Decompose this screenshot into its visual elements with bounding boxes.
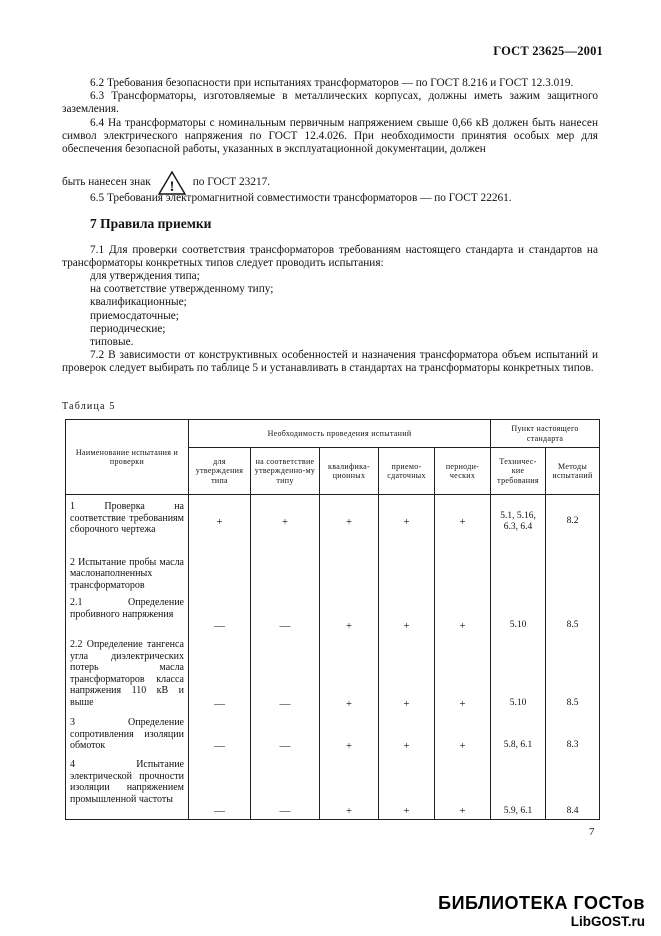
sign-text-before: быть нанесен знак bbox=[62, 176, 151, 189]
header-test-name: Наименование испытания и проверки bbox=[66, 420, 189, 495]
test-types-list bbox=[90, 270, 273, 349]
header-requirements: Техничес-кие требования bbox=[491, 448, 546, 495]
cell-qualification: + bbox=[320, 591, 379, 633]
cell-type-approval: — bbox=[189, 711, 251, 753]
table-row bbox=[66, 633, 600, 711]
cell-periodic: + bbox=[435, 711, 491, 753]
table-row bbox=[66, 753, 600, 819]
cell-methods: 8.2 bbox=[546, 495, 600, 551]
table-caption: Таблица 5 bbox=[62, 401, 116, 412]
header-type-approval: для утверждения типа bbox=[189, 448, 251, 495]
cell-methods: 8.5 bbox=[546, 591, 600, 633]
table-row bbox=[66, 551, 600, 592]
cell-methods bbox=[546, 551, 600, 592]
list-item: на соответствие утвержденному типу; bbox=[90, 283, 274, 296]
row-name: 3 Определение сопротивления изоляции обмоток bbox=[66, 711, 189, 753]
cell-periodic: + bbox=[435, 753, 491, 819]
cell-qualification: + bbox=[320, 753, 379, 819]
list-item: для утверждения типа; bbox=[90, 270, 200, 282]
cell-conformity: — bbox=[251, 633, 320, 711]
cell-requirements: 5.8, 6.1 bbox=[491, 711, 546, 753]
table-row bbox=[66, 711, 600, 753]
cell-conformity: — bbox=[251, 753, 320, 819]
row-name: 4 Испытание электрической прочности изоляции напряжением промышленной частоты bbox=[66, 753, 189, 819]
logo-title: БИБЛИОТЕКА ГОСТов bbox=[438, 893, 645, 913]
logo-url: LibGOST.ru bbox=[570, 914, 645, 929]
cell-methods: 8.4 bbox=[546, 753, 600, 819]
row-name: 2.2 Определение тангенса угла диэлектрических потерь масла трансформаторов класса напряжения 110 кВ и выше bbox=[66, 633, 189, 711]
cell-acceptance bbox=[379, 551, 435, 592]
cell-requirements: 5.9, 6.1 bbox=[491, 753, 546, 819]
cell-type-approval: — bbox=[189, 633, 251, 711]
table-row bbox=[66, 495, 600, 551]
cell-requirements: 5.10 bbox=[491, 633, 546, 711]
sign-text-after: по ГОСТ 23217. bbox=[192, 176, 271, 189]
cell-qualification: + bbox=[320, 633, 379, 711]
paragraph-6-4: 6.4 На трансформаторы с номинальным первичным напряжением свыше 0,66 кВ должен быть нанесен символ электрического напряжения по ГОСТ 12.4.026. При необходимости принятия особых мер для обеспечения безопасной работы, указанных в эксплуатационной документации, должен bbox=[62, 116, 598, 156]
cell-conformity: — bbox=[251, 591, 320, 633]
cell-periodic: + bbox=[435, 591, 491, 633]
cell-type-approval bbox=[189, 551, 251, 592]
cell-periodic: + bbox=[435, 633, 491, 711]
cell-requirements: 5.10 bbox=[491, 591, 546, 633]
list-item: типовые. bbox=[90, 336, 134, 349]
header-qualification: квалифика-ционных bbox=[320, 448, 379, 495]
cell-acceptance: + bbox=[379, 711, 435, 753]
header-necessity: Необходимость проведения испытаний bbox=[189, 420, 491, 448]
paragraph-7-2: 7.2 В зависимости от конструктивных особенностей и назначения трансформатора объем испытаний и проверок следует выбирать по таблице 5 и устанавливать в стандартах на трансформаторы конкретных типов. bbox=[62, 349, 598, 375]
section-7-title: 7 Правила приемки bbox=[90, 216, 212, 231]
list-item: квалификационные; bbox=[90, 296, 187, 309]
header-clause: Пункт настоящего стандарта bbox=[491, 420, 600, 448]
cell-conformity bbox=[251, 551, 320, 592]
row-name: 2 Испытание пробы масла маслонаполненных трансформаторов bbox=[66, 551, 189, 592]
cell-acceptance: + bbox=[379, 753, 435, 819]
cell-periodic bbox=[435, 551, 491, 592]
cell-methods: 8.5 bbox=[546, 633, 600, 711]
paragraph-7-2-block bbox=[62, 349, 598, 375]
cell-conformity: — bbox=[251, 711, 320, 753]
cell-requirements: 5.1, 5.16, 6.3, 6.4 bbox=[491, 495, 546, 551]
header-acceptance: приемо-сдаточных bbox=[379, 448, 435, 495]
table-row bbox=[66, 591, 600, 633]
cell-acceptance: + bbox=[379, 495, 435, 551]
cell-acceptance: + bbox=[379, 591, 435, 633]
page-number: 7 bbox=[589, 826, 595, 838]
cell-qualification: + bbox=[320, 495, 379, 551]
cell-qualification: + bbox=[320, 711, 379, 753]
section-6-text bbox=[62, 77, 598, 156]
list-item: периодические; bbox=[90, 322, 166, 335]
row-name: 1 Проверка на соответствие требованиям сборочного чертежа bbox=[66, 495, 189, 551]
standard-code: ГОСТ 23625—2001 bbox=[493, 44, 603, 58]
paragraph-6-5-block bbox=[62, 192, 598, 205]
paragraph-7-1: 7.1 Для проверки соответствия трансформаторов требованиям настоящего стандарта и стандартов на трансформаторы конкретных типов следует проводить испытания: bbox=[62, 244, 598, 270]
cell-methods: 8.3 bbox=[546, 711, 600, 753]
row-name: 2.1 Определение пробивного напряжения bbox=[66, 591, 189, 633]
cell-type-approval: — bbox=[189, 591, 251, 633]
paragraph-6-5: 6.5 Требования электромагнитной совместимости трансформаторов — по ГОСТ 22261. bbox=[90, 192, 512, 204]
paragraph-6-2: 6.2 Требования безопасности при испытаниях трансформаторов — по ГОСТ 8.216 и ГОСТ 12.3.019. bbox=[90, 77, 574, 89]
cell-qualification bbox=[320, 551, 379, 592]
list-item: приемосдаточные; bbox=[90, 309, 179, 322]
paragraph-6-3: 6.3 Трансформаторы, изготовляемые в металлических корпусах, должны иметь зажим защитного заземления. bbox=[62, 90, 598, 116]
cell-conformity: + bbox=[251, 495, 320, 551]
table-5 bbox=[65, 419, 600, 820]
header-methods: Методы испытаний bbox=[546, 448, 600, 495]
cell-periodic: + bbox=[435, 495, 491, 551]
header-conformity: на соответствие утвержденно-му типу bbox=[251, 448, 320, 495]
cell-type-approval: + bbox=[189, 495, 251, 551]
cell-type-approval: — bbox=[189, 753, 251, 819]
library-logo bbox=[438, 893, 645, 929]
svg-text:!: ! bbox=[169, 179, 175, 195]
cell-requirements bbox=[491, 551, 546, 592]
header-periodic: периоди-ческих bbox=[435, 448, 491, 495]
paragraph-7-1-block bbox=[62, 244, 598, 270]
cell-acceptance: + bbox=[379, 633, 435, 711]
